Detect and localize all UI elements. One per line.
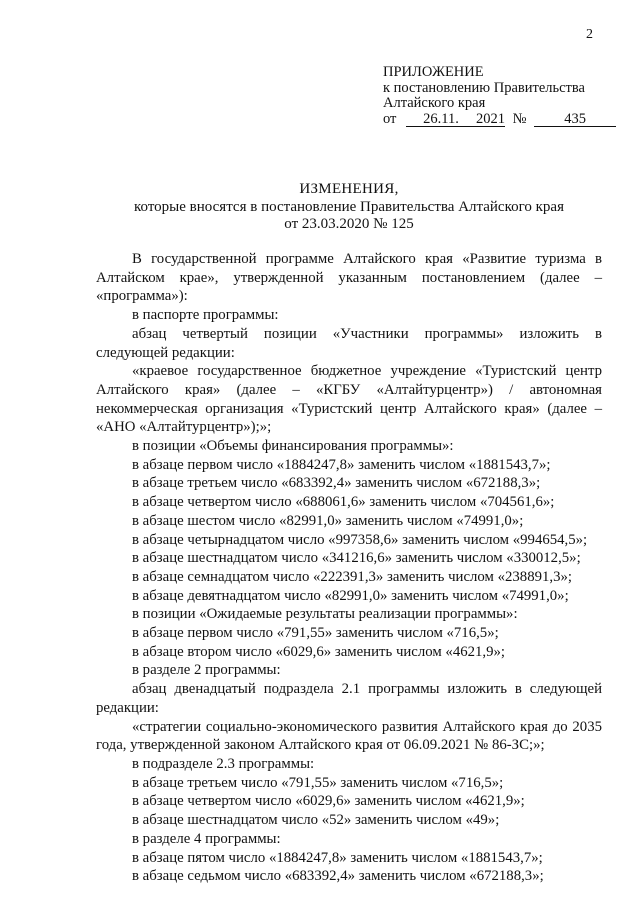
list-item: в абзаце девятнадцатом число «82991,0» заменить числом «74991,0»; [132, 587, 569, 604]
appendix-region-line: Алтайского края [383, 95, 486, 111]
title-main: ИЗМЕНЕНИЯ, [299, 181, 399, 197]
list-item: в абзаце третьем число «683392,4» заменить числом «672188,3»; [132, 475, 541, 492]
number-field: 435 [534, 112, 616, 127]
document-body [96, 250, 602, 886]
list-item: в абзаце четвертом число «688061,6» заменить числом «704561,6»; [132, 494, 555, 511]
appendix-heading: ПРИЛОЖЕНИЕ [383, 64, 484, 80]
list-item: в абзаце пятом число «1884247,8» заменить числом «1881543,7»; [132, 849, 543, 866]
list-item: в позиции «Ожидаемые результаты реализации программы»: [132, 606, 518, 623]
paragraph-intro: В государственной программе Алтайского края «Развитие туризма в Алтайском крае», утвержденной указанным постановлением (далее – «программа»): [96, 251, 602, 305]
list-item: в абзаце третьем число «791,55» заменить числом «716,5»; [132, 774, 504, 791]
paragraph-quote-strategy: «стратегии социально-экономического развития Алтайского края до 2035 года, утвержденной законом Алтайского края от 06.09.2021 № 86-ЗС;»; [96, 718, 602, 754]
number-label: № [512, 110, 527, 127]
list-item: в паспорте программы: [132, 307, 279, 324]
year-field: 2021 [476, 110, 506, 127]
appendix-resolution-line: к постановлению Правительства [383, 79, 585, 96]
list-item: в абзаце седьмом число «683392,4» заменить числом «672188,3»; [132, 868, 544, 885]
list-item: в абзаце четырнадцатом число «997358,6» заменить числом «994654,5»; [132, 531, 588, 548]
list-item: в позиции «Объемы финансирования программы»: [132, 438, 454, 455]
appendix-block [383, 65, 616, 127]
from-label: от [383, 110, 397, 127]
document-title [96, 181, 602, 234]
list-item: в абзаце первом число «1884247,8» заменить числом «1881543,7»; [132, 456, 551, 473]
list-item: в разделе 4 программы: [132, 830, 281, 847]
list-item: в абзаце шестом число «82991,0» заменить числом «74991,0»; [132, 512, 524, 529]
list-item: в абзаце втором число «6029,6» заменить числом «4621,9»; [132, 643, 506, 660]
page-number: 2 [586, 27, 593, 42]
paragraph-participants: абзац четвертый позиции «Участники программы» изложить в следующей редакции: [96, 325, 602, 361]
list-item: в абзаце четвертом число «6029,6» заменить числом «4621,9»; [132, 793, 525, 810]
list-item: в абзаце первом число «791,55» заменить числом «716,5»; [132, 625, 499, 642]
list-item: в разделе 2 программы: [132, 662, 281, 679]
paragraph-quote-institution: «краевое государственное бюджетное учреждение «Туристский центр Алтайского края» (далее – «КГБУ «Алтайтурцентр») / автономная некоммерческая организация «Туристский центр Алтайского края» (далее – «АНО «Алтайтурцентр»);»; [96, 363, 602, 436]
paragraph-section-2-1: абзац двенадцатый подраздела 2.1 программы изложить в следующей редакции: [96, 681, 602, 716]
title-line-1: которые вносятся в постановление Правительства Алтайского края [133, 198, 564, 215]
list-item: в подразделе 2.3 программы: [132, 755, 315, 772]
list-item: в абзаце семнадцатом число «222391,3» заменить числом «238891,3»; [132, 568, 573, 585]
date-field: 26.11. [406, 112, 476, 127]
list-item: в абзаце шестнадцатом число «341216,6» заменить числом «330012,5»; [132, 550, 581, 567]
list-item: в абзаце шестнадцатом число «52» заменить числом «49»; [132, 812, 500, 829]
title-line-2: от 23.03.2020 № 125 [284, 216, 414, 232]
appendix-date-line [383, 112, 616, 128]
